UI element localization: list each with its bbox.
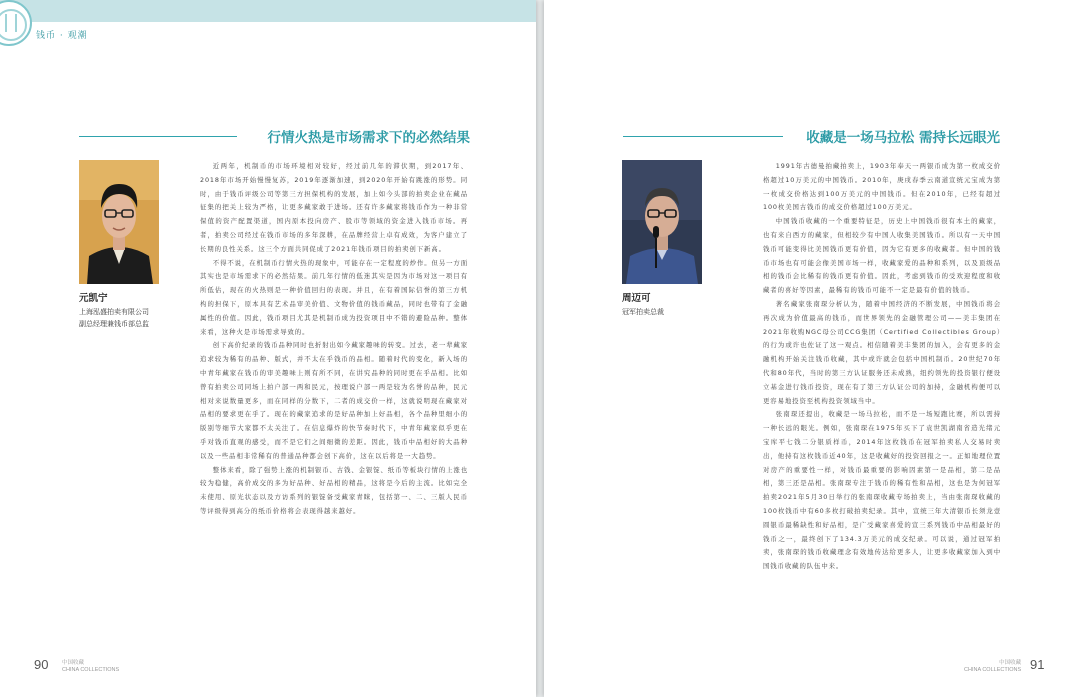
paragraph: 著名藏家张南琛分析认为，随着中国经济的不断发展，中国钱币将会再次成为价值最高的钱币，而世界领先的金融管理公司——美丰集团在2021年收购NGC母公司CCG集团（Certified Collectibles Group）的行为或许也佐证了这一观点。相信随着美丰集团的加入，会有更多的金融机构开始关注钱币收藏，其中或许就会包括中国机制币。20世纪70年代和80年代，当时的第三方认证服务还未成熟，纽约领先的投资银行便设立基金进行钱币投资，现在有了第三方认证公司的加持，金融机构便可以更容易地投资至机构投资领域当中。 — [763, 299, 1001, 405]
article-body-right — [763, 160, 1001, 574]
publication-name-cn: 中国收藏 — [999, 660, 1022, 666]
portrait-photo-right — [622, 160, 702, 284]
paragraph: 张南琛还提出，收藏是一场马拉松，而不是一场短跑比赛，所以需持一种长远的眼光。例如，张南琛在1975年买下了袁世凯湖南省造光绪元宝库平七钱二分银质样币，2014年这枚钱币在冠军拍卖私人交易时卖出，他持有这枚钱币近40年，这是收藏好的投资回报之一。正如地理位置对房产的重要性一样，对钱币最重要的影响因素第一是品相，第二是品相，第三还是品相。张南琛专注于钱币的稀有性和品相，这也是为何冠军拍卖2021年5月30日举行的张南琛收藏专场拍卖上，当由张南琛收藏的100枚钱币中有60多枚打破拍卖纪录。其中，宣统三年大清银币长须龙壹圆银币最稀缺性和好品相，是广受藏家喜爱的宣三系列钱币中品相最好的钱币之一，最终创下了134.3万美元的成交纪录。可以说，通过冠军拍卖，张南琛的钱币收藏理念有效地传达给更多人，让更多收藏家加入到中国钱币收藏的队伍中来。 — [763, 410, 1001, 571]
paragraph: 不得不说，在机制币行情火热的现象中，可能存在一定程度的炒作。但另一方面其实也是市场需求下的必然结果。前几年行情的低迷其实是因为市场对这一项目有所低估，现在的火热则是一种价值回归的表现。并且，在有着国际信誉的第三方机构的担保下，原本具有艺术品审美价值、文物价值的钱币藏品，同时也带有了金融属性的价值。因此，钱币项目尤其是机制币成为投资项目中不错的避险品种。整体来看，这种火是市场需求导致的。 — [200, 258, 468, 336]
portrait-photo-left — [79, 160, 159, 284]
person-role-left-2: 副总经理兼钱币部总监 — [79, 320, 149, 328]
publication-name-cn: 中国收藏 — [62, 660, 85, 666]
publication-name-en: CHINA COLLECTIONS — [62, 667, 120, 673]
title-row-left — [79, 126, 470, 146]
right-page — [544, 0, 1080, 697]
person-name-right: 周迈可 — [622, 293, 651, 304]
person-role-right-1: 冠军拍卖总裁 — [622, 308, 664, 316]
article-body-left — [200, 160, 468, 519]
publication-mark-left — [62, 660, 119, 674]
page-number-right: 91 — [1030, 657, 1045, 672]
paragraph: 整体来看，除了强势上涨的机制银币、古钱、金银锭、纸币等板块行情的上涨也较为稳健，高价成交的多为好品种、好品相的精品，这将是今后的主流。比如完全未使用、原光状态以及方访系列的银锭备受藏家青睐，包括第一、二、三版人民币等评级得到高分的纸币价格将会表现得越来越好。 — [200, 465, 468, 515]
section-label: 钱币 · 观潮 — [36, 31, 88, 41]
publication-mark-right — [964, 660, 1021, 674]
header-band — [0, 0, 536, 22]
paragraph: 近两年，机制币的市场环境相对较好，经过前几年的滞伏期，到2017年、2018年市场开始慢慢复苏，2019年逐渐加速，到2020年开始有跳涨的形势。同时，由于钱币评级公司等第三方担保机构的发展，加上如今头部的拍卖企业在藏品征集的把关上较为严格，让更多藏家敢于进场。还有许多藏家将钱币作为一种非常保值的资产配置渠道，国内原本投向房产、股市等领域的资金进入钱币市场。再者，拍卖公司经过在钱币市场的多年深耕，在品牌经营上卓有成效，为客户建立了长期的良性关系。这三个方面共同促成了2021年钱币项目的拍卖创下新高。 — [200, 162, 468, 253]
title-rule — [623, 136, 783, 137]
page-number-left: 90 — [34, 657, 49, 672]
person-role-left-1: 上海泓盛拍卖有限公司 — [79, 308, 149, 316]
paragraph: 创下高价纪录的钱币品种同时也折射出如今藏家趣味的转变。过去，老一辈藏家追求较为稀有的品种、版式，并不太在乎钱币的品相。随着时代的变化，新入场的中青年藏家在钱币的审美趣味上则有所不同，在讲究品种的同时更在乎品相。比如曾有拍卖公司同场上拍户部一两和民元，按理说户部一两是较为名誉的品种，民元相对来说数量更多，而在同样的分数下，二者的成交价一样，这就说明现在藏家对品相的要求更在乎了。现在的藏家追求的是好品种加上好品相，各个品种里细小的版别等细节大家都不太关注了。在信息爆炸的快节奏时代下，中青年藏家似乎更在乎对钱币直观的感受，而不是它们之间细微的差距。因此，钱币中品相好的大品种以及一些品相非常稀有的普通品种都会创下高价，这在以后将是一大趋势。 — [200, 341, 468, 460]
title-row-right — [623, 126, 1000, 146]
left-page — [0, 0, 536, 697]
paragraph: 中国钱币收藏的一个重要特征是，历史上中国钱币很有本土的藏家，也有来自西方的藏家，但相较少有中国人收集美国钱币。所以有一天中国钱币可能变得比美国钱币更有价值，因为它有更多的收藏者。但中国的钱币市场也有可能会像美国市场一样，收藏家爱的品种和系列，以及顶级品相的钱币会比稀有的钱币更有价值。因此，考虑到钱币的受欢迎程度和收藏者的喜好等因素，最稀有的钱币可能不一定是最有价值的钱币。 — [763, 217, 1001, 295]
person-name-left: 元凯宁 — [79, 293, 108, 304]
publication-name-en: CHINA COLLECTIONS — [964, 667, 1022, 673]
article-title-right: 收藏是一场马拉松 需持长远眼光 — [806, 130, 1000, 146]
paragraph: 1991年古德曼拍藏拍卖上，1903年奉天一两银币成为第一枚成交价格超过10万美元的中国钱币。2010年，庚戌春季云南道宣统元宝成为第一枚成交价格达到100万美元的中国钱币。但在2010年，已经有超过100枚美国古钱币的成交价格超过100万美元。 — [763, 162, 1001, 212]
article-title-left: 行情火热是市场需求下的必然结果 — [267, 130, 470, 146]
title-rule — [79, 136, 237, 137]
